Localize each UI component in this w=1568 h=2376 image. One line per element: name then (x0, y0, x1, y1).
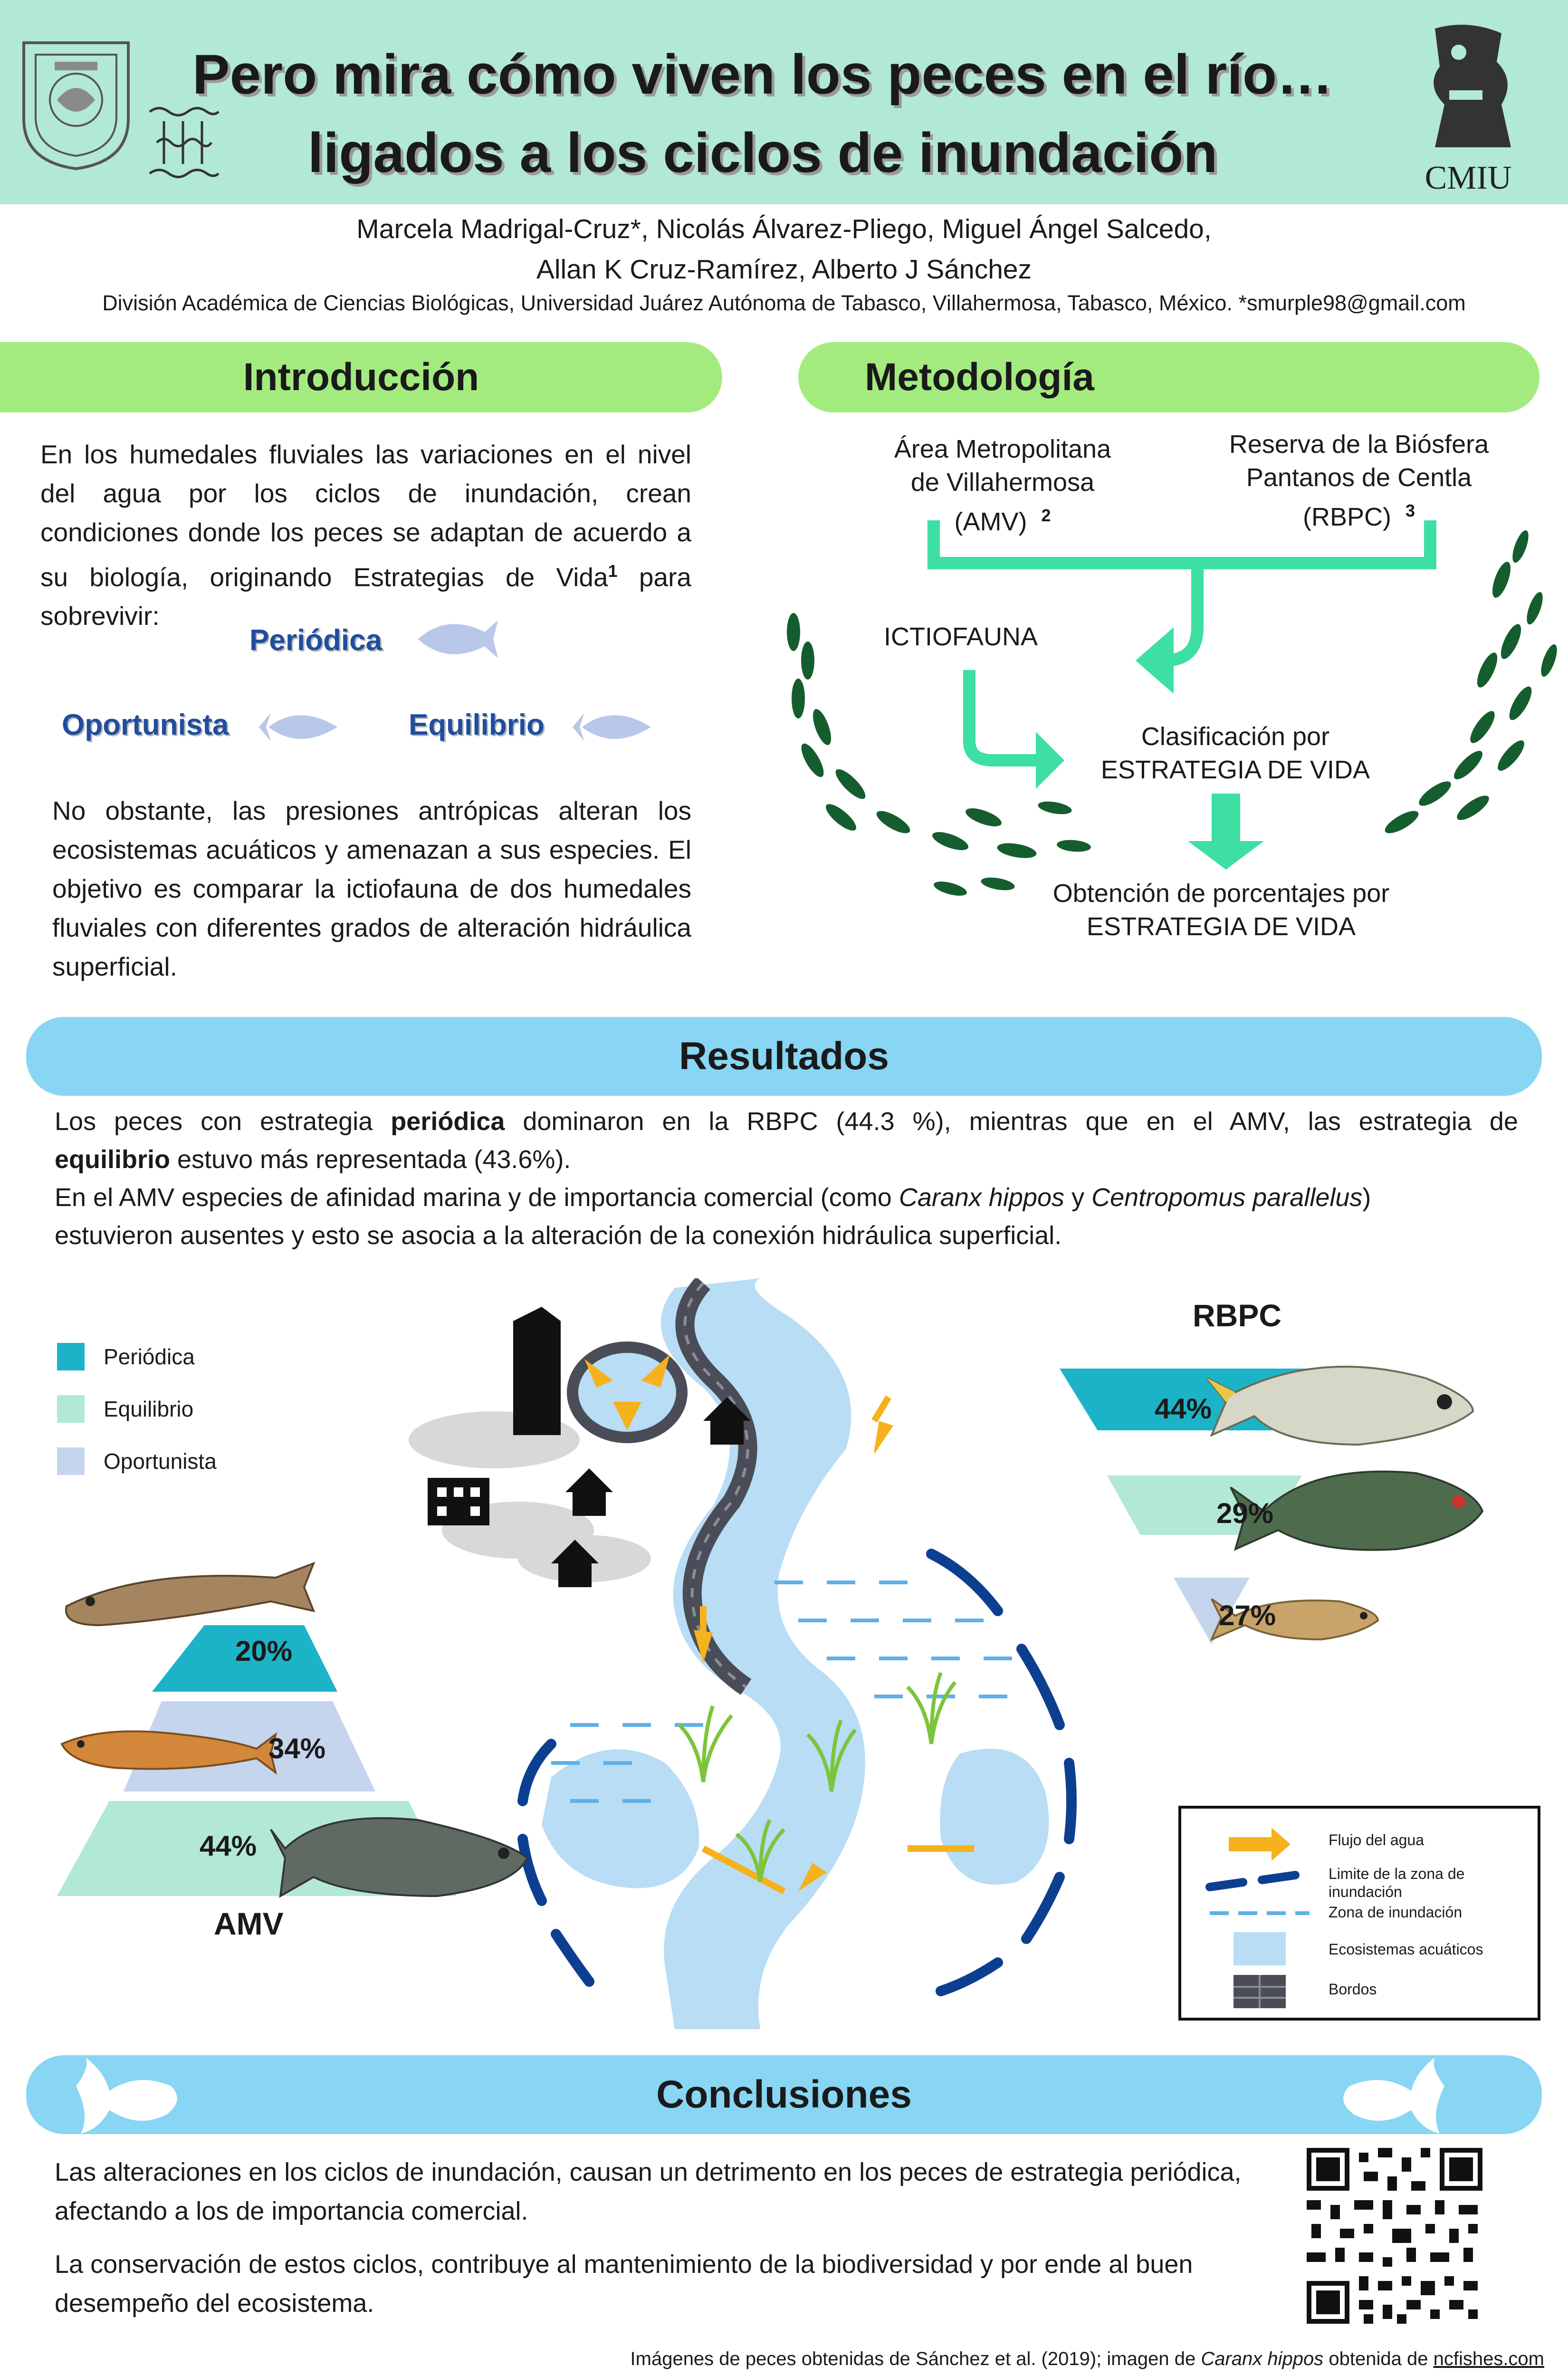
results-line-3 (55, 1178, 1518, 1217)
step-clasificacion-line-1: Clasificación por (1141, 722, 1330, 751)
legend-label: Oportunista (104, 1449, 217, 1474)
authors-line-1: Marcela Madrigal-Cruz*, Nicolás Álvarez-Pliego, Miguel Ángel Salcedo, (356, 214, 1212, 244)
credits-link[interactable]: ncfishes.com (1433, 2348, 1544, 2369)
results-t2: dominaron en la RBPC (44.3 %), mientras que en el AMV, las estrategia de (505, 1107, 1518, 1136)
legend-item (57, 1331, 217, 1383)
affiliation: División Académica de Ciencias Biológicas, Universidad Juárez Autónoma de Tabasco, Villahermosa, Tabasco, México. *smurple98@gmail.com (102, 291, 1466, 315)
ecosystem-icon (1233, 1932, 1286, 1965)
key-flujo: Flujo del agua (1329, 1831, 1425, 1849)
results-t1b: periódica (391, 1107, 505, 1136)
rbpc-pct-oportunista: 27% (1219, 1600, 1276, 1631)
conclusion-p2: La conservación de estos ciclos, contribuye al mantenimiento de la biodiversidad y por ende al buen desempeño del ecosistema. (55, 2250, 1193, 2318)
legend-item (57, 1383, 217, 1435)
step-obtencion-line-2: ESTRATEGIA DE VIDA (1086, 912, 1356, 941)
title-line-2: ligados a los ciclos de inundación (307, 122, 1218, 184)
cmiu-logo-icon (1406, 19, 1530, 195)
catfish-fish (66, 1563, 314, 1625)
results-line-1 (55, 1102, 1518, 1140)
qr-code-icon[interactable] (1302, 2143, 1487, 2328)
results-heading: Resultados (26, 1017, 1542, 1096)
results-line-4: estuvieron ausentes y esto se asocia a la alteración de la conexión hidráulica superficial. (55, 1221, 1062, 1250)
results-text (55, 1102, 1518, 1255)
key-zona: Zona de inundación (1329, 1904, 1463, 1921)
results-t6: ) (1362, 1183, 1371, 1212)
step-ictiofauna: ICTIOFAUNA (884, 623, 1038, 651)
step-clasificacion (1064, 720, 1406, 786)
credits-a: Imágenes de peces obtenidas de Sánchez et al. (2019); imagen de (630, 2348, 1201, 2369)
results-t5: y (1064, 1183, 1092, 1212)
conclusions-heading: Conclusiones (26, 2055, 1542, 2134)
amv-pct-oportunista: 34% (268, 1733, 326, 1764)
strategy-oportunista: Oportunista (62, 709, 229, 741)
building-icon (428, 1478, 489, 1525)
site-rbpc-line-2: Pantanos de Centla (1246, 463, 1472, 492)
title-line-1: Pero mira cómo viven los peces en el río… (192, 43, 1333, 106)
rbpc-pyramid (1055, 1359, 1568, 1701)
authors (143, 209, 1425, 290)
amv-pct-periodica: 20% (235, 1635, 293, 1667)
amv-pct-equilibrio: 44% (200, 1830, 257, 1862)
strategy-legend (57, 1331, 217, 1487)
page-title (181, 36, 1345, 192)
fish-icon (257, 703, 342, 751)
fish-school-right (1382, 528, 1560, 837)
site-amv-ref: 2 (1041, 506, 1051, 525)
results-t2b: equilibrio (55, 1145, 170, 1174)
credits-b: obtenida de (1323, 2348, 1434, 2369)
results-t3: estuvo más representada (43.6%). (170, 1145, 571, 1174)
strategy-periodica: Periódica (249, 624, 382, 657)
authors-line-2: Allan K Cruz-Ramírez, Alberto J Sánchez (536, 254, 1032, 285)
key-limite-line-2: inundación (1329, 1883, 1402, 1900)
legend-swatch (57, 1343, 85, 1370)
results-t5i: Centropomus parallelus (1091, 1183, 1363, 1212)
intro-p1-text: En los humedales fluviales las variaciones en el nivel del agua por los ciclos de inundación, crean condiciones donde los peces se adaptan de acuerdo a su biología, originando Estrategias de Vida (40, 440, 691, 592)
fish-icon (1335, 2058, 1449, 2134)
key-bordos: Bordos (1329, 1981, 1377, 1998)
fish-icon (413, 613, 499, 665)
cmiu-logo-text: CMIU (1425, 160, 1512, 196)
flow-arrow-icon (1229, 1828, 1291, 1861)
step-clasificacion-line-2: ESTRATEGIA DE VIDA (1100, 756, 1370, 784)
intro-heading: Introducción (0, 342, 722, 412)
key-limite-line-1: Limite de la zona de (1329, 1865, 1465, 1882)
map-key-symbols (1191, 1818, 1324, 2008)
key-ecos: Ecosistemas acuáticos (1329, 1941, 1483, 1958)
credits-i: Caranx hippos (1201, 2348, 1324, 2369)
rbpc-label: RBPC (1193, 1298, 1282, 1333)
site-amv-line-2: de Villahermosa (910, 468, 1095, 497)
site-amv-code: (AMV) (954, 508, 1027, 536)
step-obtencion (1017, 877, 1425, 943)
tower-building-icon (513, 1307, 561, 1435)
levee-icon (1233, 1975, 1286, 2008)
results-line-2 (55, 1140, 1518, 1178)
strategy-equilibrio: Equilibrio (409, 709, 545, 741)
key-limite (1329, 1865, 1464, 1901)
rbpc-pct-periodica: 44% (1155, 1393, 1212, 1425)
site-rbpc-line-1: Reserva de la Biósfera (1229, 430, 1489, 459)
limit-line-icon (1210, 1875, 1295, 1887)
legend-label: Equilibrio (104, 1397, 194, 1421)
site-rbpc-ref: 3 (1405, 501, 1415, 520)
results-t1: Los peces con estrategia (55, 1107, 391, 1136)
legend-label: Periódica (104, 1344, 195, 1369)
intro-p1-end: para sobrevivir: (40, 562, 691, 631)
results-t4: En el AMV especies de afinidad marina y de importancia comercial (como (55, 1183, 899, 1212)
rbpc-pct-equilibrio: 29% (1216, 1497, 1274, 1529)
intro-ref: 1 (608, 561, 618, 581)
results-t4i: Caranx hippos (899, 1183, 1065, 1212)
map-key (1178, 1806, 1540, 2021)
conclusion-p1: Las alteraciones en los ciclos de inundación, causan un detrimento en los peces de estrategia periódica, afectando a los de importancia comercial. (55, 2158, 1242, 2225)
intro-paragraph-2: No obstante, las presiones antrópicas alteran los ecosistemas acuáticos y amenazan a sus especies. El objetivo es comparar la ictiofauna de dos humedales fluviales con diferentes grados de alteración hidráulica superficial. (52, 796, 691, 981)
site-amv-line-1: Área Metropolitana (894, 435, 1111, 463)
university-seal-icon (14, 33, 138, 171)
conclusions-text (55, 2153, 1271, 2323)
step-obtencion-line-1: Obtención de porcentajes por (1052, 879, 1390, 908)
fish-icon (570, 703, 656, 751)
intro-paragraph-1 (40, 435, 691, 635)
legend-item (57, 1435, 217, 1487)
amv-label: AMV (214, 1906, 284, 1941)
fish-icon (71, 2058, 185, 2134)
legend-swatch (57, 1395, 85, 1423)
image-credits (475, 2348, 1544, 2370)
legend-swatch (57, 1447, 85, 1475)
methodology-heading: Metodología (798, 342, 1539, 412)
site-rbpc-code: (RBPC) (1302, 503, 1391, 531)
